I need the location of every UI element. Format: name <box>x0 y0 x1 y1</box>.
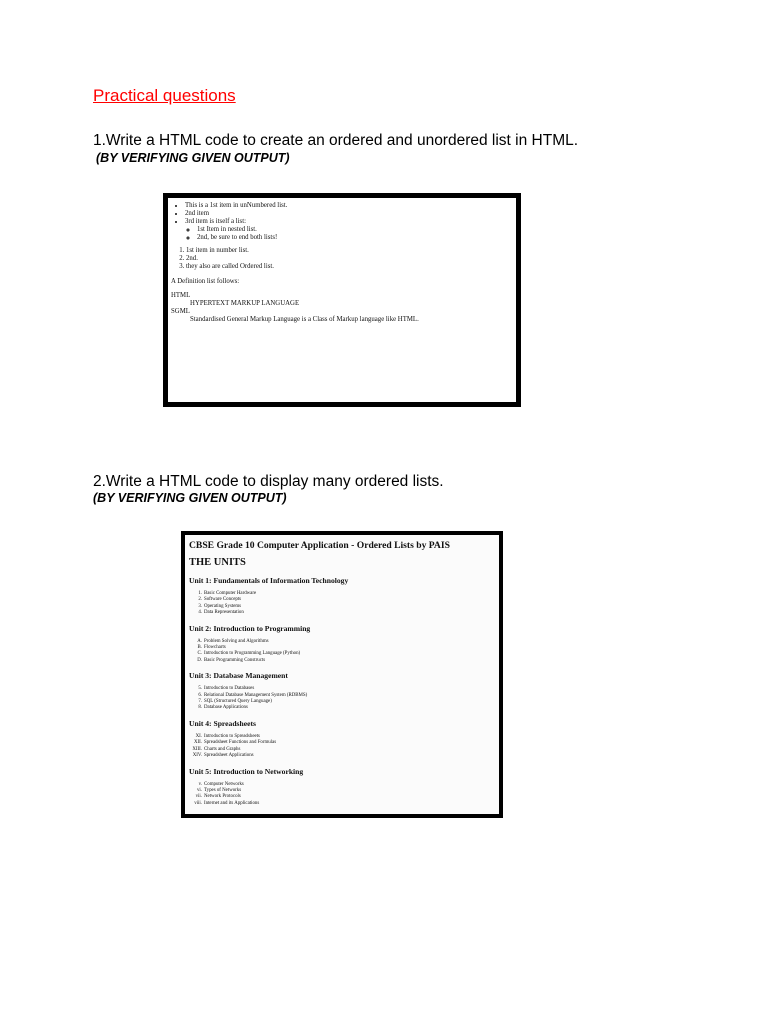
definition-term: HTML <box>171 292 191 299</box>
nested-list <box>197 226 513 242</box>
output-subtitle: THE UNITS <box>189 557 246 568</box>
list-marker: 3. <box>198 603 202 609</box>
list-item: 2. 2nd. <box>186 255 513 263</box>
list-item-text: Charts and Graphs <box>204 746 241 752</box>
list-item-text: Introduction to Programming Language (Python) <box>204 651 301 657</box>
list-item-text: Data Representation <box>204 610 244 616</box>
list-item-text: SQL (Structured Query Language) <box>204 699 272 705</box>
list-marker: 5. <box>198 686 202 692</box>
definition-term: SGML <box>171 308 190 315</box>
page-title: Practical questions <box>93 86 236 105</box>
list-marker: 2. <box>198 597 202 603</box>
list-item-text: Basic Computer Hardware <box>204 591 257 596</box>
list-item <box>189 610 497 616</box>
list-item-text: Database Applications <box>204 705 248 711</box>
list-marker: v. <box>198 781 202 787</box>
list-item-text: Types of Networks <box>204 787 242 793</box>
list-item-text: Introduction to Spreadsheets <box>204 733 260 739</box>
list-item <box>189 801 497 807</box>
list-item: • 2nd item <box>185 210 513 218</box>
list-item-text: Problem Solving and Algorithms <box>204 638 269 644</box>
unit-ordered-list <box>189 686 497 712</box>
list-item-text: Spreadsheet Applications <box>204 753 254 759</box>
question-1-note: (BY VERIFYING GIVEN OUTPUT) <box>96 151 290 165</box>
unit-heading: Unit 3: Database Management <box>189 671 288 681</box>
question-2-text: 2.Write a HTML code to display many ordered lists. <box>93 473 444 490</box>
list-item: 1. 1st item in number list. <box>186 247 513 255</box>
list-item-text: Internet and its Applications <box>204 800 260 806</box>
list-item <box>189 753 497 759</box>
list-marker: C. <box>197 651 202 657</box>
list-marker: XII. <box>193 740 202 746</box>
list-marker: viii. <box>194 800 202 806</box>
list-marker: 1. <box>198 591 202 596</box>
definition-list-intro: A Definition list follows: <box>171 278 240 285</box>
list-marker: 8. <box>198 705 202 711</box>
list-marker: XIV. <box>192 753 202 759</box>
question-2-note: (BY VERIFYING GIVEN OUTPUT) <box>93 491 287 505</box>
unit-ordered-list <box>189 734 497 760</box>
list-marker: vii. <box>195 794 202 800</box>
list-item: • This is a 1st item in unNumbered list. <box>185 202 513 210</box>
unit-heading: Unit 4: Spreadsheets <box>189 718 256 728</box>
unit-ordered-list <box>189 782 497 808</box>
definition-description: Standardised General Markup Language is a Class of Markup language like HTML. <box>190 316 419 323</box>
list-item-text: Network Protocols <box>204 794 241 800</box>
unit-heading: Unit 5: Introduction to Networking <box>189 766 304 776</box>
list-marker: vi. <box>196 787 202 793</box>
definition-list <box>171 292 513 324</box>
definition-description: HYPERTEXT MARKUP LANGUAGE <box>190 300 300 307</box>
list-item <box>189 658 497 664</box>
question-1-text: 1.Write a HTML code to create an ordered and unordered list in HTML. <box>93 132 579 149</box>
list-item: ◦ 1st Item in nested list. <box>197 226 513 234</box>
output-screenshot-2 <box>181 531 503 818</box>
unit-ordered-list <box>189 591 497 617</box>
list-item-text: Flowcharts <box>204 645 226 651</box>
list-marker: XI. <box>195 733 202 739</box>
list-item: ◦ 2nd, be sure to end both lists! <box>197 234 513 242</box>
list-marker: XIII. <box>192 746 202 752</box>
list-item-text: Relational Database Management System (RDBMS) <box>204 692 308 698</box>
unit-ordered-list <box>189 639 497 665</box>
list-item <box>189 705 497 711</box>
list-item-text: Basic Programming Constructs <box>204 657 266 663</box>
list-item-text: Introduction to Databases <box>204 686 255 692</box>
list-item-text: Spreadsheet Functions and Formulas <box>204 740 277 746</box>
output-title: CBSE Grade 10 Computer Application - Ordered Lists by PAIS <box>189 540 450 551</box>
list-marker: 7. <box>198 699 202 705</box>
list-marker: A. <box>197 638 202 644</box>
unordered-list <box>185 202 513 242</box>
list-item <box>185 218 513 242</box>
list-item-text: Operating Systems <box>204 603 242 609</box>
list-marker: 4. <box>198 610 202 616</box>
list-item-label: 3rd item is itself a list: <box>185 218 246 225</box>
unit-heading: Unit 2: Introduction to Programming <box>189 623 311 633</box>
list-marker: 6. <box>198 692 202 698</box>
ordered-list <box>186 247 513 271</box>
output-screenshot-1 <box>163 193 521 407</box>
list-item-text: Software Concepts <box>204 597 242 603</box>
list-item: 3. they also are called Ordered list. <box>186 263 513 271</box>
list-item-text: Computer Networks <box>204 781 244 787</box>
list-marker: D. <box>197 657 202 663</box>
unit-heading: Unit 1: Fundamentals of Information Technology <box>189 576 349 585</box>
list-marker: B. <box>197 645 202 651</box>
